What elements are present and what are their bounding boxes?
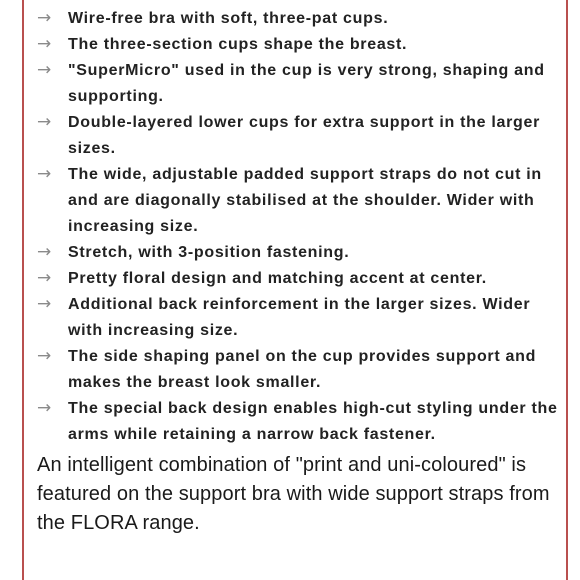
product-description — [37, 6, 563, 538]
arrow-right-icon: → — [37, 8, 52, 28]
feature-text: The special back design enables high-cut styling under the arms while retaining a narrow back fastener. — [68, 400, 558, 443]
feature-text: The side shaping panel on the cup provides support and makes the breast look smaller. — [68, 348, 537, 391]
arrow-right-icon: → — [37, 242, 52, 262]
arrow-right-icon: → — [37, 294, 52, 314]
feature-item — [37, 240, 563, 266]
arrow-right-icon: → — [37, 398, 52, 418]
arrow-right-icon: → — [37, 346, 52, 366]
feature-item — [37, 266, 563, 292]
feature-text: The three-section cups shape the breast. — [68, 36, 408, 53]
feature-text: Pretty floral design and matching accent at center. — [68, 270, 487, 287]
feature-text: Wire-free bra with soft, three-pat cups. — [68, 10, 389, 27]
feature-item — [37, 32, 563, 58]
feature-item — [37, 344, 563, 396]
feature-item — [37, 6, 563, 32]
arrow-right-icon: → — [37, 164, 52, 184]
feature-text: The wide, adjustable padded support straps do not cut in and are diagonally stabilised at the shoulder. Wider with increasing size. — [68, 166, 542, 235]
feature-list — [37, 6, 563, 448]
arrow-right-icon: → — [37, 60, 52, 80]
feature-item — [37, 396, 563, 448]
arrow-right-icon: → — [37, 34, 52, 54]
feature-text: "SuperMicro" used in the cup is very strong, shaping and supporting. — [68, 62, 545, 105]
feature-item — [37, 58, 563, 110]
summary-paragraph: An intelligent combination of "print and uni-coloured" is featured on the support bra with wide support straps from the FLORA range. — [37, 454, 550, 534]
frame-border-right — [566, 0, 568, 580]
arrow-right-icon: → — [37, 112, 52, 132]
frame-border-left — [22, 0, 24, 580]
feature-item — [37, 292, 563, 344]
feature-text: Stretch, with 3-position fastening. — [68, 244, 350, 261]
arrow-right-icon: → — [37, 268, 52, 288]
feature-text: Additional back reinforcement in the larger sizes. Wider with increasing size. — [68, 296, 531, 339]
feature-item — [37, 110, 563, 162]
feature-text: Double-layered lower cups for extra support in the larger sizes. — [68, 114, 540, 157]
feature-item — [37, 162, 563, 240]
